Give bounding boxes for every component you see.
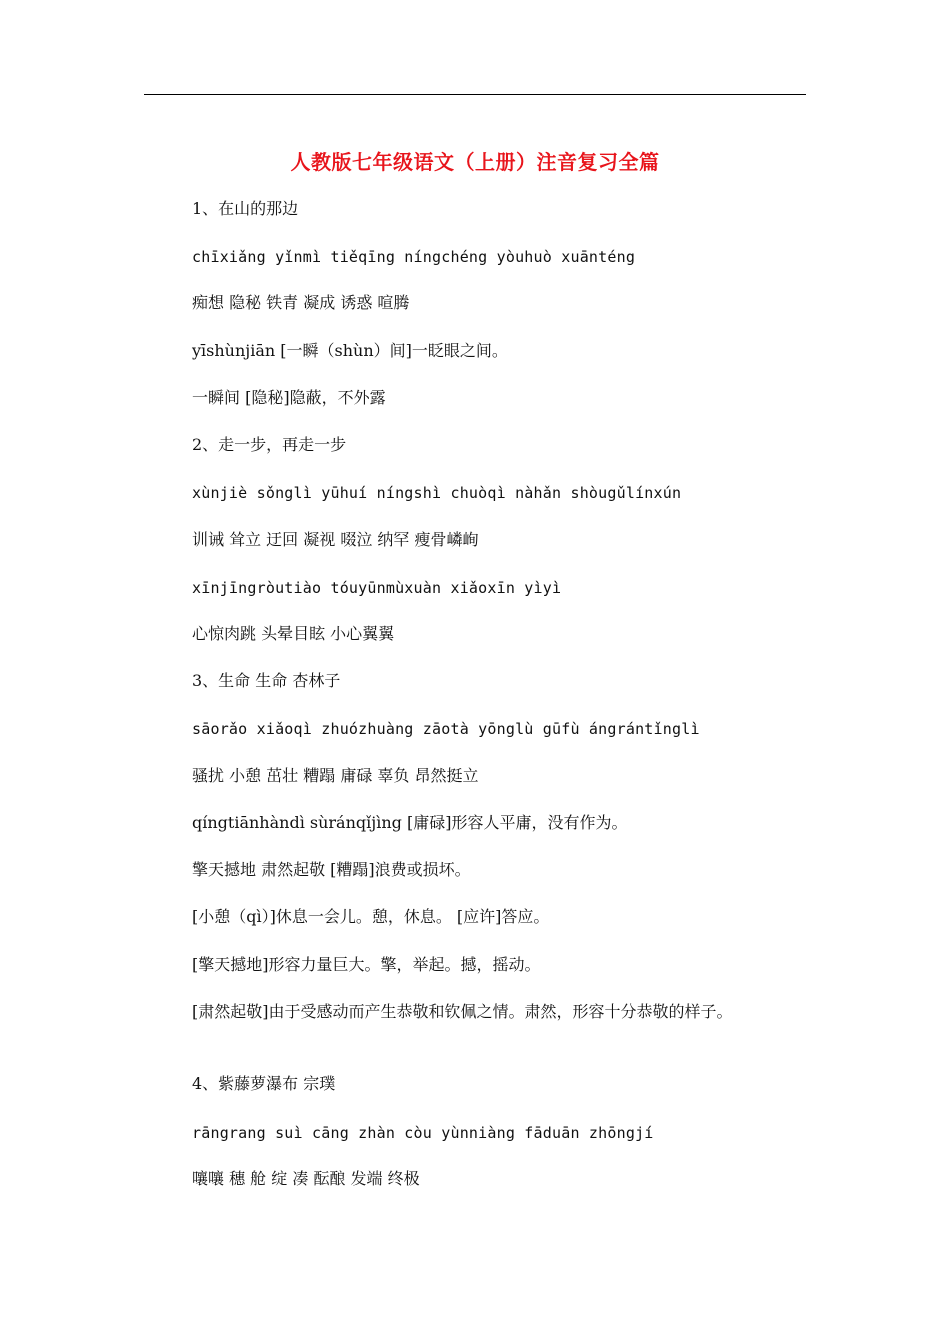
pinyin-line: chīxiǎng yǐnmì tiěqīng níngchéng yòuhuò xuānténg — [192, 248, 636, 266]
vocab-line: 痴想 隐秘 铁青 凝成 诱惑 喧腾 — [192, 293, 410, 312]
pinyin-line: rāngrang suì cāng zhàn còu yùnniàng fāduān zhōngjí — [192, 1124, 654, 1142]
section-heading-3: 3、生命 生命 杏林子 — [192, 671, 341, 690]
section-heading-1: 1、在山的那边 — [192, 199, 299, 218]
vocab-line: 骚扰 小憩 茁壮 糟蹋 庸碌 辜负 昂然挺立 — [192, 766, 479, 785]
document-title: 人教版七年级语文（上册）注音复习全篇 — [290, 150, 660, 174]
section-heading-4: 4、紫藤萝瀑布 宗璞 — [192, 1074, 336, 1093]
definition-line: 擎天撼地 肃然起敬 [糟蹋]浪费或损坏。 — [192, 860, 471, 879]
pinyin-line: xīnjīngròutiào tóuyūnmùxuàn xiǎoxīn yìyì — [192, 579, 562, 597]
definition-paragraph: [肃然起敬]由于受感动而产生恭敬和钦佩之情。肃然，形容十分恭敬的样子。 — [192, 1002, 733, 1021]
header-rule — [144, 94, 806, 95]
vocab-line: 心惊肉跳 头晕目眩 小心翼翼 — [192, 624, 395, 643]
pinyin-line: xùnjiè sǒnglì yūhuí níngshì chuòqì nàhǎn shòugǔlínxún — [192, 484, 682, 502]
definition-line: yīshùnjiān [一瞬（shùn）间]一眨眼之间。 — [192, 341, 508, 360]
definition-line: qíngtiānhàndì sùránqǐjìng [庸碌]形容人平庸，没有作为。 — [192, 813, 628, 832]
pinyin-line: sāorǎo xiǎoqì zhuózhuàng zāotà yōnglù gūfù ángrántǐnglì — [192, 720, 700, 738]
definition-line: 一瞬间 [隐秘]隐蔽，不外露 — [192, 388, 386, 407]
definition-line: [小憩（qì）]休息一会儿。憩，休息。 [应许]答应。 — [192, 907, 550, 926]
section-heading-2: 2、走一步，再走一步 — [192, 435, 347, 454]
definition-line: [擎天撼地]形容力量巨大。擎，举起。撼，摇动。 — [192, 955, 541, 974]
vocab-line: 训诫 耸立 迂回 凝视 啜泣 纳罕 瘦骨嶙峋 — [192, 530, 479, 549]
vocab-line: 嚷嚷 穗 舱 绽 凑 酝酿 发端 终极 — [192, 1169, 420, 1188]
